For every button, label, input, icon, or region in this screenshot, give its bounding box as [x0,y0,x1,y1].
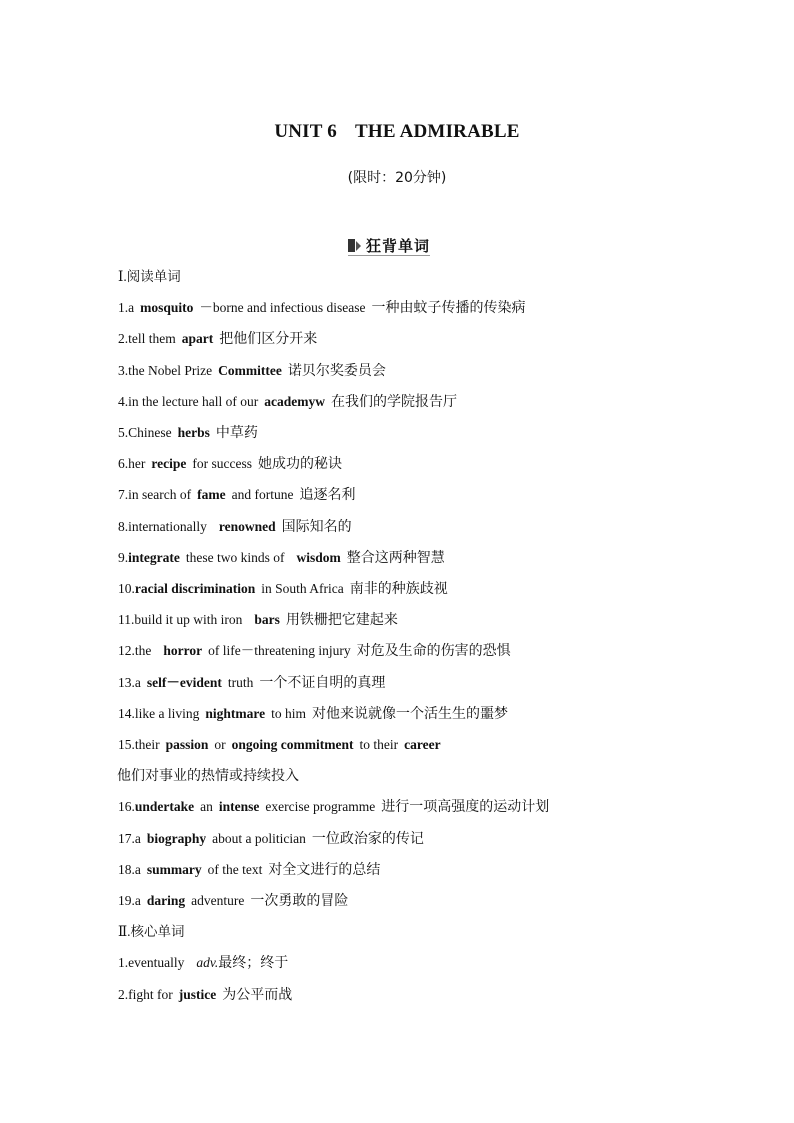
vocab-item: 1.a mosquito －borne and infectious disease 一种由蚊子传播的传染病 [118,300,526,316]
vocab-item: 9.integrate these two kinds of wisdom 整合这两种智慧 [118,550,445,566]
vocab-item: 10.racial discrimination in South Africa 南非的种族歧视 [118,581,448,597]
core-word-item: 2.fight for justice 为公平而战 [118,987,293,1003]
vocab-item: 18.a summary of the text 对全文进行的总结 [118,862,381,878]
vocab-item: 15.their passion or ongoing commitment to their career [118,737,441,752]
vocab-item: 7.in search of fame and fortune 追逐名利 [118,487,356,503]
vocab-item: 8.internationally renowned 国际知名的 [118,519,352,535]
title-name: THE ADMIRABLE [354,121,520,142]
vocab-item: 6.her recipe for success 她成功的秘诀 [118,456,342,472]
vocab-item: 2.tell them apart 把他们区分开来 [118,331,318,347]
section-label: 狂背单词 [366,236,431,255]
vocab-item: 11.build it up with iron bars 用铁栅把它建起来 [118,612,398,628]
vocab-item: 12.the horror of life－threatening injury 对危及生命的伤害的恐惧 [118,643,511,659]
title-unit: UNIT 6 [274,121,337,142]
vocab-item: 5.Chinese herbs 中草药 [118,425,258,441]
time-limit: (限时：20分钟) [347,170,447,186]
vocab-item: 4.in the lecture hall of our academyw 在我们的学院报告厅 [118,394,457,410]
vocab-item: 14.like a living nightmare to him 对他来说就像一个活生生的噩梦 [118,706,509,722]
page-title [0,121,794,143]
section-header [348,235,430,256]
vocab-item-translation: 他们对事业的热情或持续投入 [117,768,299,784]
section-marker-icon [348,239,360,252]
core-word-item: 1.eventually adv.最终；终于 [118,955,289,971]
vocab-item: 16.undertake an intense exercise programme 进行一项高强度的运动计划 [118,799,550,815]
part1-heading: Ⅰ.阅读单词 [118,269,181,284]
vocab-item: 13.a self－evident truth 一个不证自明的真理 [118,675,386,691]
vocab-item: 19.a daring adventure 一次勇敢的冒险 [118,893,349,909]
vocab-item: 3.the Nobel Prize Committee 诺贝尔奖委员会 [118,363,386,379]
part2-heading: Ⅱ.核心单词 [118,924,185,939]
vocab-item: 17.a biography about a politician 一位政治家的传记 [118,831,424,847]
